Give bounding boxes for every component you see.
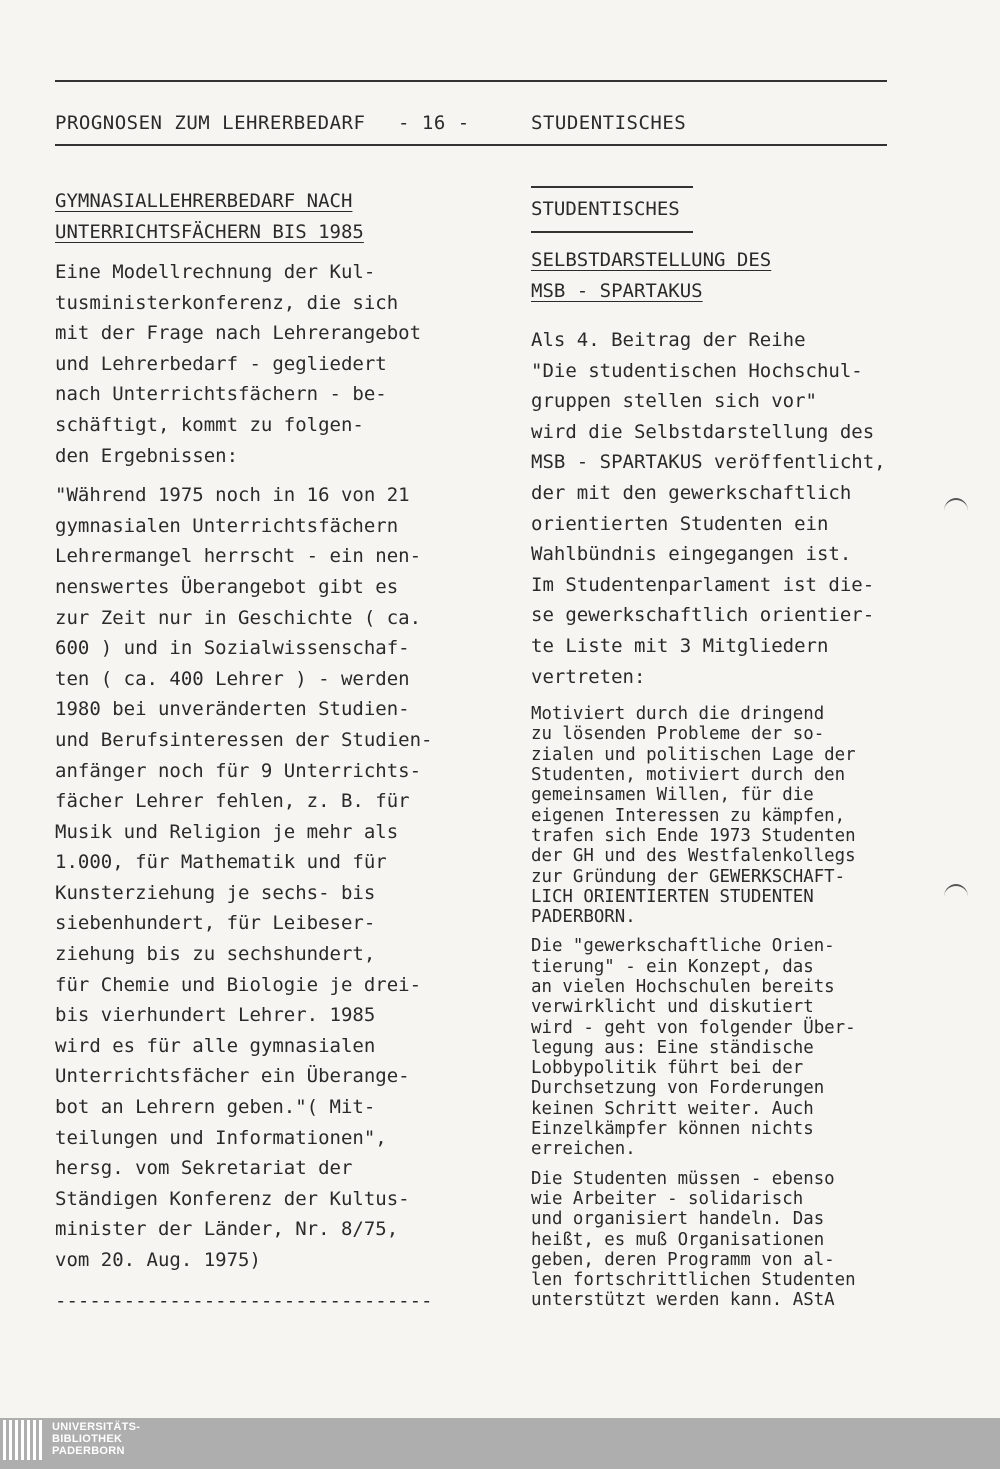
text-line: geben, deren Programm von al- [531, 1249, 835, 1270]
text-line: wie Arbeiter - solidarisch [531, 1188, 804, 1209]
right-article-body [531, 704, 951, 1311]
text-line: Wahlbündnis eingegangen ist. [531, 543, 852, 566]
text-line: PADERBORN. [531, 907, 636, 928]
header-top-rule [55, 80, 887, 82]
text-line: Eine Modellrechnung der Kul- [55, 261, 376, 283]
library-name-line: UNIVERSITÄTS- [52, 1421, 141, 1433]
library-logo-icon [3, 1420, 45, 1464]
text-line: Die "gewerkschaftliche Orien- [531, 936, 835, 957]
paragraph [531, 936, 951, 1159]
text-line: vom 20. Aug. 1975) [55, 1249, 261, 1271]
left-title-line: GYMNASIALLEHRERBEDARF NACH [55, 190, 353, 212]
section-bottom-rule [531, 231, 693, 233]
text-line: bot an Lehrern geben."( Mit- [55, 1096, 376, 1119]
paragraph [531, 704, 951, 927]
text-line: Motiviert durch die dringend [531, 704, 825, 725]
text-line: te Liste mit 3 Mitgliedern [531, 634, 829, 657]
page-number: - 16 - [398, 112, 470, 134]
text-line: len fortschrittlichen Studenten [531, 1270, 856, 1291]
text-line: an vielen Hochschulen bereits [531, 976, 835, 997]
text-line: 600 ) und in Sozialwissenschaf- [55, 637, 410, 660]
text-line: ziehung bis zu sechshundert, [55, 943, 376, 966]
right-article-title [531, 245, 951, 307]
text-line: der mit den gewerkschaftlich [531, 481, 852, 504]
text-line: ten ( ca. 400 Lehrer ) - werden [55, 667, 410, 690]
text-line: zu lösenden Probleme der so- [531, 724, 825, 745]
text-line: 1.000, für Mathematik und für [55, 851, 387, 874]
text-line: LICH ORIENTIERTEN STUDENTEN [531, 886, 814, 907]
binder-hole-mark [944, 498, 968, 524]
library-name-line: BIBLIOTHEK [52, 1433, 123, 1445]
text-line: den Ergebnissen: [55, 444, 239, 467]
header-bottom-rule [55, 144, 887, 146]
section-top-rule [531, 186, 693, 188]
left-article [55, 186, 525, 1316]
text-line: 1980 bei unveränderten Studien- [55, 698, 410, 721]
text-line: gruppen stellen sich vor" [531, 390, 817, 413]
text-line: Als 4. Beitrag der Reihe [531, 329, 806, 351]
text-line: und Lehrerbedarf - gegliedert [55, 352, 387, 375]
text-line: Ständigen Konferenz der Kultus- [55, 1187, 410, 1210]
library-footer [0, 1418, 1000, 1469]
right-article-intro [531, 325, 951, 692]
text-line: Einzelkämpfer können nichts [531, 1119, 814, 1140]
text-line: mit der Frage nach Lehrerangebot [55, 322, 422, 345]
text-line: heißt, es muß Organisationen [531, 1229, 825, 1250]
text-line: Kunsterziehung je sechs- bis [55, 881, 376, 904]
text-line: teilungen und Informationen", [55, 1126, 387, 1149]
text-line: und Berufsinteressen der Studien- [55, 728, 433, 751]
text-line: siebenhundert, für Leibeser- [55, 912, 376, 935]
text-line: nach Unterrichtsfächern - be- [55, 383, 387, 406]
text-line: verwirklicht und diskutiert [531, 997, 814, 1018]
text-line: minister der Länder, Nr. 8/75, [55, 1218, 399, 1241]
text-line: nenswertes Überangebot gibt es [55, 575, 399, 598]
left-separator: --------------------------------- [55, 1289, 433, 1312]
section-label: STUDENTISCHES [531, 198, 680, 220]
text-line: eigenen Interessen zu kämpfen, [531, 805, 846, 826]
text-line: gymnasialen Unterrichtsfächern [55, 514, 399, 537]
left-article-title [55, 186, 525, 248]
text-line: tusministerkonferenz, die sich [55, 291, 399, 314]
text-line: Lobbypolitik führt bei der [531, 1058, 804, 1079]
text-line: und organisiert handeln. Das [531, 1209, 825, 1230]
right-article [531, 186, 951, 1320]
text-line: zur Zeit nur in Geschichte ( ca. [55, 606, 422, 629]
paragraph [55, 257, 525, 471]
text-line: erreichen. [531, 1139, 636, 1160]
text-line: wird - geht von folgender Über- [531, 1017, 856, 1038]
right-title-line: SELBSTDARSTELLUNG DES [531, 249, 772, 271]
text-line: anfänger noch für 9 Unterrichts- [55, 759, 422, 782]
text-line: wird es für alle gymnasialen [55, 1034, 376, 1057]
header-left-title: PROGNOSEN ZUM LEHRERBEDARF [55, 112, 366, 134]
left-article-body [55, 257, 525, 1276]
text-line: tierung" - ein Konzept, das [531, 956, 814, 977]
text-line: zur Gründung der GEWERKSCHAFT- [531, 866, 846, 887]
library-name [52, 1421, 140, 1457]
text-line: bis vierhundert Lehrer. 1985 [55, 1004, 376, 1027]
text-line: für Chemie und Biologie je drei- [55, 973, 422, 996]
text-line: Unterrichtsfächer ein Überange- [55, 1065, 410, 1088]
text-line: Musik und Religion je mehr als [55, 820, 399, 843]
text-line: trafen sich Ende 1973 Studenten [531, 825, 856, 846]
text-line: Im Studentenparlament ist die- [531, 573, 875, 596]
text-line: fächer Lehrer fehlen, z. B. für [55, 790, 410, 813]
text-line: keinen Schritt weiter. Auch [531, 1098, 814, 1119]
text-line: Studenten, motiviert durch den [531, 765, 846, 786]
text-line: Lehrermangel herrscht - ein nen- [55, 545, 422, 568]
text-line: "Während 1975 noch in 16 von 21 [55, 484, 410, 507]
text-line: "Die studentischen Hochschul- [531, 359, 863, 382]
text-line: vertreten: [531, 665, 646, 688]
text-line: Die Studenten müssen - ebenso [531, 1168, 835, 1189]
paragraph [55, 480, 525, 1275]
binder-hole-mark [944, 884, 968, 910]
text-line: gemeinsamen Willen, für die [531, 785, 814, 806]
text-line: wird die Selbstdarstellung des [531, 420, 875, 443]
text-line: MSB - SPARTAKUS veröffentlicht, [531, 451, 886, 474]
text-line: orientierten Studenten ein [531, 512, 829, 535]
text-line: se gewerkschaftlich orientier- [531, 604, 875, 627]
text-line: legung aus: Eine ständische [531, 1037, 814, 1058]
library-name-line: PADERBORN [52, 1445, 125, 1457]
text-line: unterstützt werden kann. AStA [531, 1290, 835, 1311]
right-title-line: MSB - SPARTAKUS [531, 280, 703, 302]
text-line: Durchsetzung von Forderungen [531, 1078, 825, 1099]
paragraph [531, 1169, 951, 1311]
text-line: der GH und des Westfalenkollegs [531, 846, 856, 867]
left-title-line: UNTERRICHTSFÄCHERN BIS 1985 [55, 221, 364, 243]
text-line: zialen und politischen Lage der [531, 744, 856, 765]
text-line: hersg. vom Sekretariat der [55, 1157, 353, 1180]
header-right-title: STUDENTISCHES [531, 112, 687, 134]
text-line: schäftigt, kommt zu folgen- [55, 413, 364, 436]
